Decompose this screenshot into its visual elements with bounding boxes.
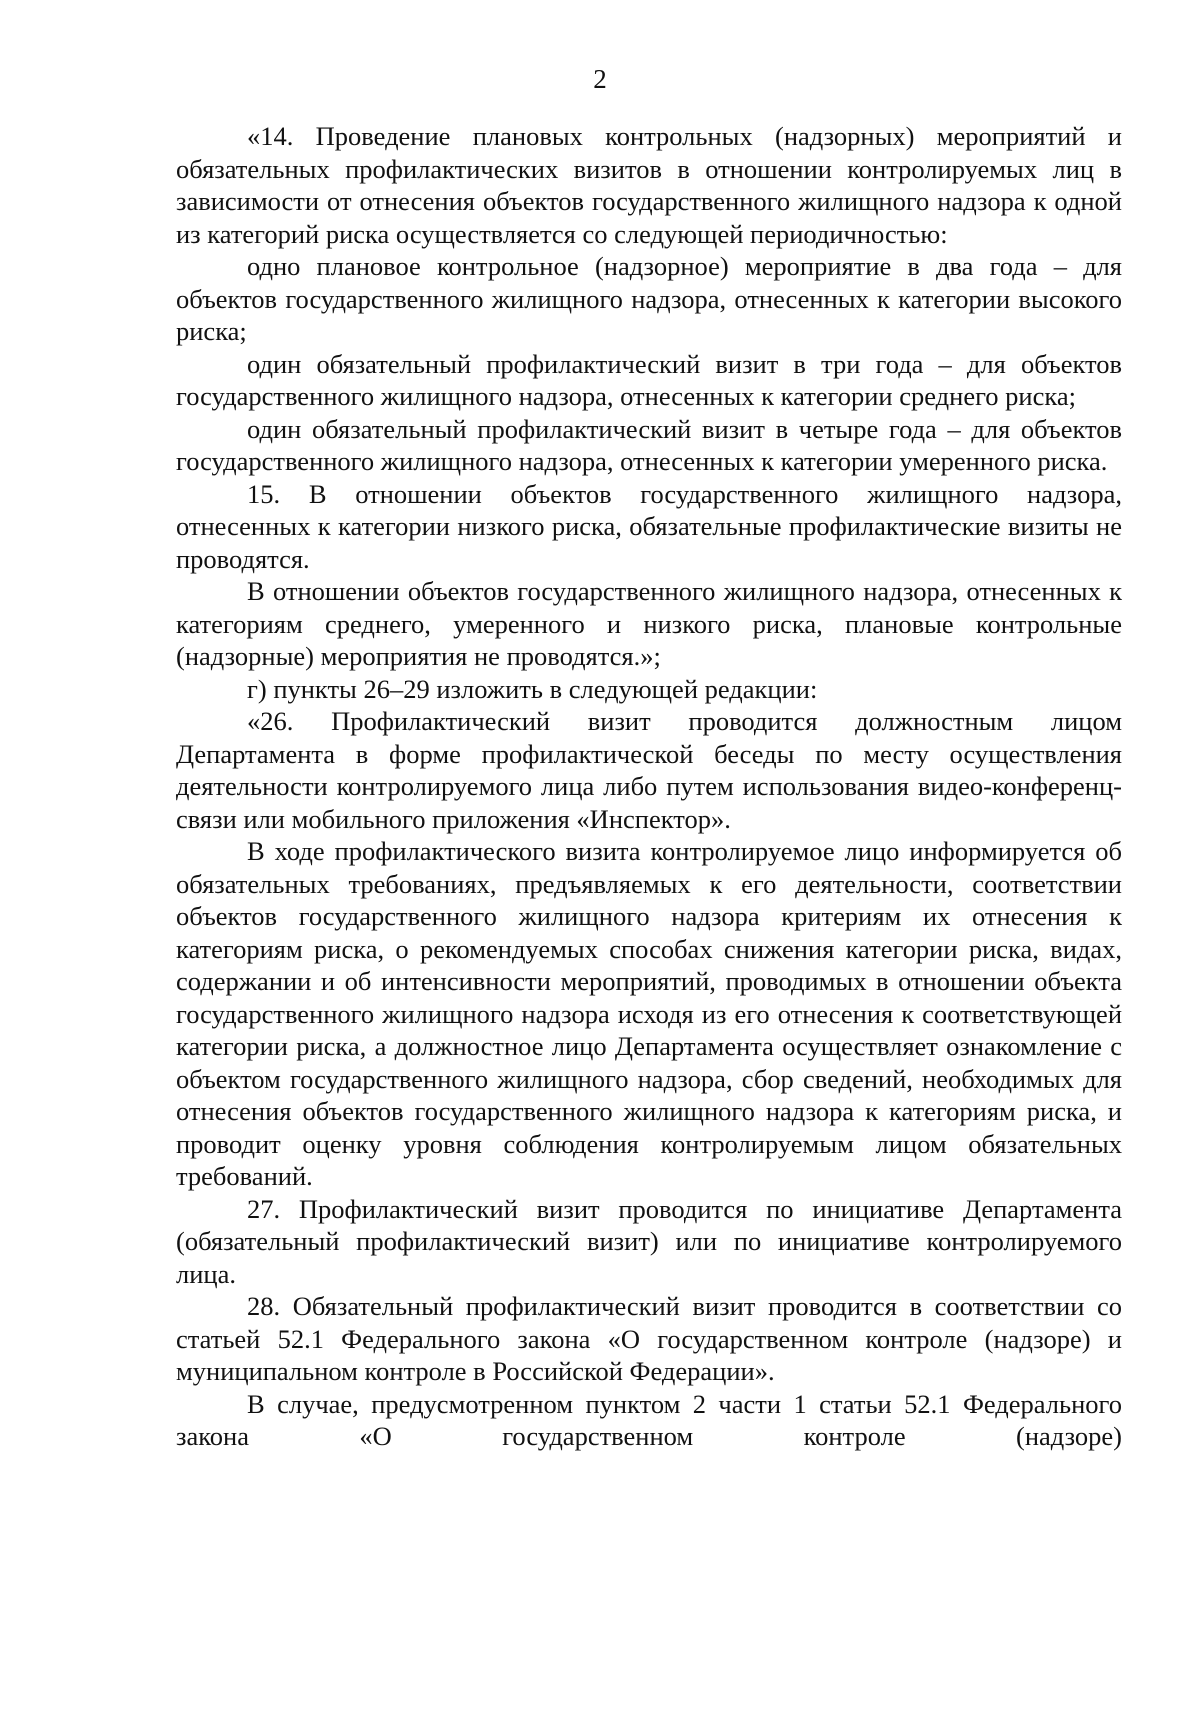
paragraph-15-second: В отношении объектов государственного жилищного надзора, отнесенных к категориям среднего, умеренного и низкого риска, плановые контрольные (надзорные) мероприятия не проводятся.»; xyxy=(176,576,1122,671)
paragraph-moderate-risk: один обязательный профилактический визит в четыре года – для объектов государственного жилищного надзора, отнесенных к категории умеренного риска. xyxy=(176,413,1122,476)
paragraph-28-second: В случае, предусмотренном пунктом 2 части 1 статьи 52.1 Федерального закона «О государственном контроле (надзоре) xyxy=(176,1388,1122,1451)
paragraph-26: «26. Профилактический визит проводится должностным лицом Департамента в форме профилактической беседы по месту осуществления деятельности контролируемого лица либо путем использования видео-конференц-связи или мобильного приложения «Инспектор». xyxy=(176,706,1122,834)
paragraph-high-risk: одно плановое контрольное (надзорное) мероприятие в два года – для объектов государственного жилищного надзора, отнесенных к категории высокого риска; xyxy=(176,251,1122,346)
paragraph-27: 27. Профилактический визит проводится по инициативе Департамента (обязательный профилактический визит) или по инициативе контролируемого лица. xyxy=(176,1193,1122,1289)
page-number: 2 xyxy=(593,64,607,94)
paragraph-14: «14. Проведение плановых контрольных (надзорных) мероприятий и обязательных профилактических визитов в отношении контролируемых лиц в зависимости от отнесения объектов государственного жилищного надзора к одной из категорий риска осуществляется со следующей периодичностью: xyxy=(176,121,1122,249)
paragraph-15: 15. В отношении объектов государственного жилищного надзора, отнесенных к категории низкого риска, обязательные профилактические визиты не проводятся. xyxy=(176,478,1122,574)
paragraph-26-second: В ходе профилактического визита контролируемое лицо информируется об обязательных требованиях, предъявляемых к его деятельности, соответствии объектов государственного жилищного надзора критериям их отнесения к категориям риска, о рекомендуемых способах снижения категории риска, видах, содержании и об интенсивности мероприятий, проводимых в отношении объекта государственного жилищного надзора исходя из его отнесения к соответствующей категории риска, а должностное лицо Департамента осуществляет ознакомление с объектом государственного жилищного надзора, сбор сведений, необходимых для отнесения объектов государственного жилищного надзора к категориям риска, и проводит оценку уровня соблюдения контролируемым лицом обязательных требований. xyxy=(176,836,1122,1191)
paragraph-item-g: г) пункты 26–29 изложить в следующей редакции: xyxy=(247,673,818,704)
document-body xyxy=(176,120,1122,1453)
paragraph-medium-risk: один обязательный профилактический визит в три года – для объектов государственного жилищного надзора, отнесенных к категории среднего риска; xyxy=(176,348,1122,411)
paragraph-28: 28. Обязательный профилактический визит проводится в соответствии со статьей 52.1 Федерального закона «О государственном контроле (надзоре) и муниципальном контроле в Российской Федерации». xyxy=(176,1291,1122,1386)
